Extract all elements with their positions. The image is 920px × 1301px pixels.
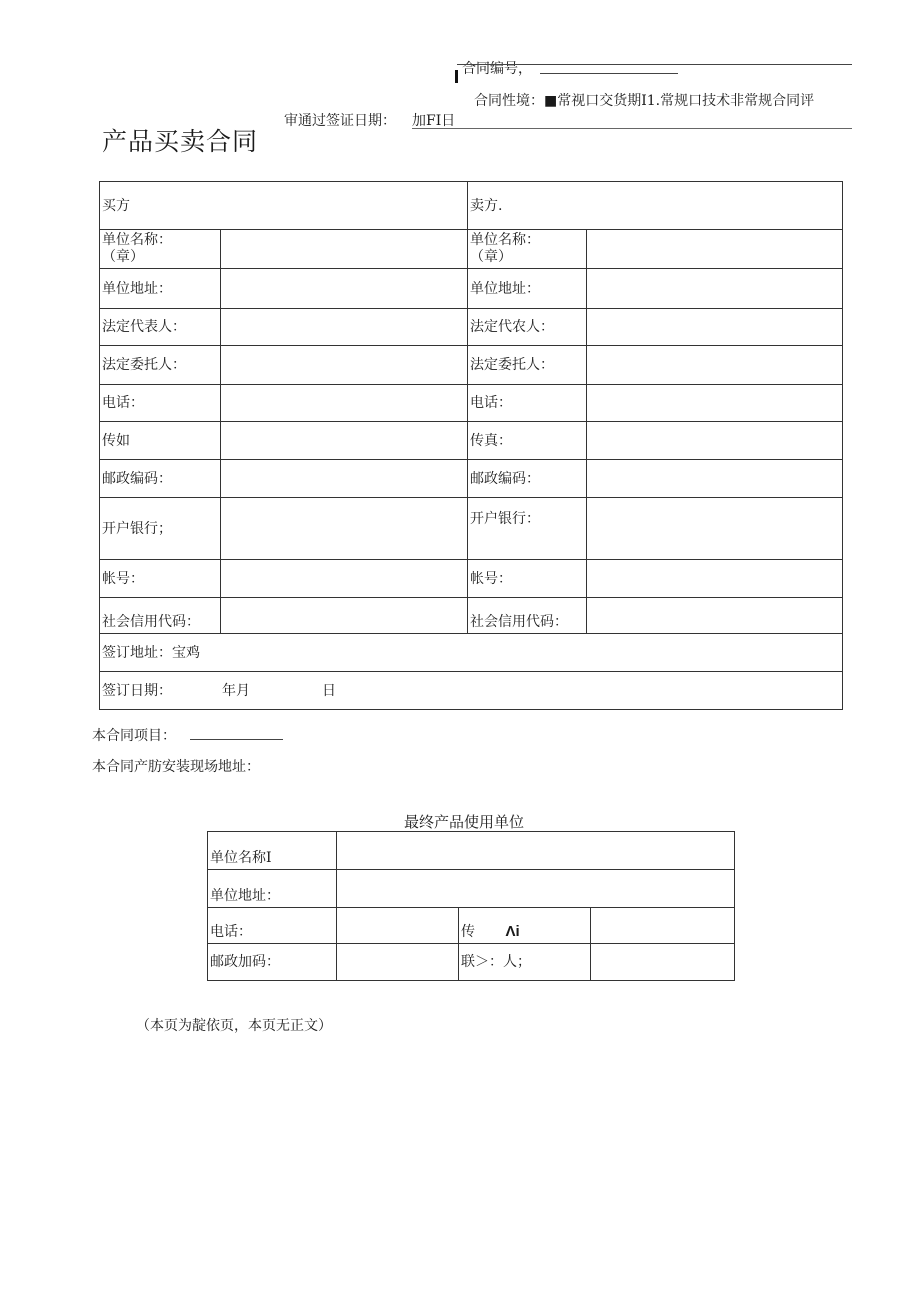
end-user-contact-label: 联＞：人； [459, 944, 591, 981]
table-row [100, 634, 843, 672]
table-row [208, 832, 735, 870]
table-row [100, 230, 843, 269]
contract-nature: 合同性境：■常视口交货期I1.常规口技术非常规合同评 [474, 93, 815, 109]
seller-account-field[interactable] [587, 560, 843, 598]
seller-credit-code-label: 社会信用代码： [468, 598, 587, 634]
table-row [100, 385, 843, 422]
table-row [100, 269, 843, 309]
buyer-label: 买方 [100, 182, 468, 230]
buyer-address-field[interactable] [221, 269, 468, 309]
sign-date-year-month: 年月 [222, 682, 250, 699]
end-user-fax-glyph: Λi [505, 923, 520, 940]
seller-fax-label: 传真： [468, 422, 587, 460]
end-user-fax-label: 传 [461, 924, 475, 940]
end-user-name-field[interactable] [337, 832, 735, 870]
buyer-legal-rep-label: 法定代表人： [100, 309, 221, 346]
table-row [100, 460, 843, 498]
table-row [100, 672, 843, 710]
seller-seal-text: （章） [470, 249, 512, 265]
contract-number-label: 合同编号， [462, 61, 532, 77]
sign-place: 签订地址：宝鸡 [100, 634, 843, 672]
seller-legal-rep-label: 法定代农人： [468, 309, 587, 346]
seller-phone-label: 电话： [468, 385, 587, 422]
sign-date-day: 日 [322, 682, 336, 699]
table-row [100, 182, 843, 230]
seller-agent-label: 法定委托人： [468, 346, 587, 385]
end-user-fax-cell [459, 908, 591, 944]
buyer-fax-field[interactable] [221, 422, 468, 460]
seller-bank-field[interactable] [587, 498, 843, 560]
header-top-rule [457, 64, 852, 65]
end-user-title: 最终产品使用单位 [404, 813, 525, 831]
install-site-label: 本合同产肪安装现场地址： [92, 759, 260, 775]
buyer-account-field[interactable] [221, 560, 468, 598]
end-user-postcode-field[interactable] [337, 944, 459, 981]
header-marker [455, 70, 458, 83]
seller-agent-field[interactable] [587, 346, 843, 385]
seller-phone-field[interactable] [587, 385, 843, 422]
seller-legal-rep-field[interactable] [587, 309, 843, 346]
table-row [208, 908, 735, 944]
footer-note: （本页为靛依页，本页无正文） [136, 1018, 332, 1034]
table-row [100, 598, 843, 634]
seller-postcode-label: 邮政编码： [468, 460, 587, 498]
seller-address-label: 单位地址： [468, 269, 587, 309]
buyer-seal-text: （章） [102, 249, 144, 265]
buyer-legal-rep-field[interactable] [221, 309, 468, 346]
sign-date-label: 签订日期： [102, 682, 172, 699]
buyer-phone-field[interactable] [221, 385, 468, 422]
project-item-label: 本合同项目： [92, 728, 176, 744]
end-user-fax-field[interactable] [591, 908, 735, 944]
buyer-name-text: 单位名称： [102, 232, 172, 248]
review-date-value: 加FI日 [412, 113, 456, 129]
seller-credit-code-field[interactable] [587, 598, 843, 634]
table-row [208, 870, 735, 908]
buyer-postcode-label: 邮政编码： [100, 460, 221, 498]
buyer-credit-code-label: 社会信用代码： [100, 598, 221, 634]
seller-name-label [468, 230, 587, 269]
parties-table [99, 181, 843, 710]
page-title: 产品买卖合同 [102, 127, 259, 156]
end-user-name-label: 单位名称I [208, 832, 337, 870]
table-row [100, 498, 843, 560]
buyer-fax-label: 传如 [100, 422, 221, 460]
table-row [100, 560, 843, 598]
buyer-phone-label: 电话： [100, 385, 221, 422]
seller-fax-field[interactable] [587, 422, 843, 460]
table-row [100, 309, 843, 346]
end-user-address-label: 单位地址： [208, 870, 337, 908]
buyer-agent-label: 法定委托人： [100, 346, 221, 385]
seller-label: 卖方. [468, 182, 843, 230]
end-user-address-field[interactable] [337, 870, 735, 908]
seller-account-label: 帐号： [468, 560, 587, 598]
seller-postcode-field[interactable] [587, 460, 843, 498]
end-user-contact-field[interactable] [591, 944, 735, 981]
table-row [100, 422, 843, 460]
end-user-postcode-label: 邮政加码： [208, 944, 337, 981]
buyer-credit-code-field[interactable] [221, 598, 468, 634]
buyer-address-label: 单位地址： [100, 269, 221, 309]
table-row [208, 944, 735, 981]
seller-address-field[interactable] [587, 269, 843, 309]
project-item-blank[interactable] [190, 739, 283, 740]
buyer-bank-label: 开户银行； [100, 498, 221, 560]
end-user-phone-field[interactable] [337, 908, 459, 944]
end-user-table [207, 831, 735, 981]
buyer-name-label [100, 230, 221, 269]
buyer-postcode-field[interactable] [221, 460, 468, 498]
end-user-phone-label: 电话： [208, 908, 337, 944]
review-date-underline [412, 128, 852, 129]
buyer-name-field[interactable] [221, 230, 468, 269]
table-row [100, 346, 843, 385]
buyer-account-label: 帐号： [100, 560, 221, 598]
seller-name-field[interactable] [587, 230, 843, 269]
seller-name-text: 单位名称： [470, 232, 540, 248]
review-date-label: 审通过签证日期： [284, 113, 396, 129]
contract-number-blank [540, 73, 678, 74]
seller-bank-label: 开户银行： [468, 498, 587, 560]
buyer-bank-field[interactable] [221, 498, 468, 560]
sign-date-cell [100, 672, 843, 710]
buyer-agent-field[interactable] [221, 346, 468, 385]
